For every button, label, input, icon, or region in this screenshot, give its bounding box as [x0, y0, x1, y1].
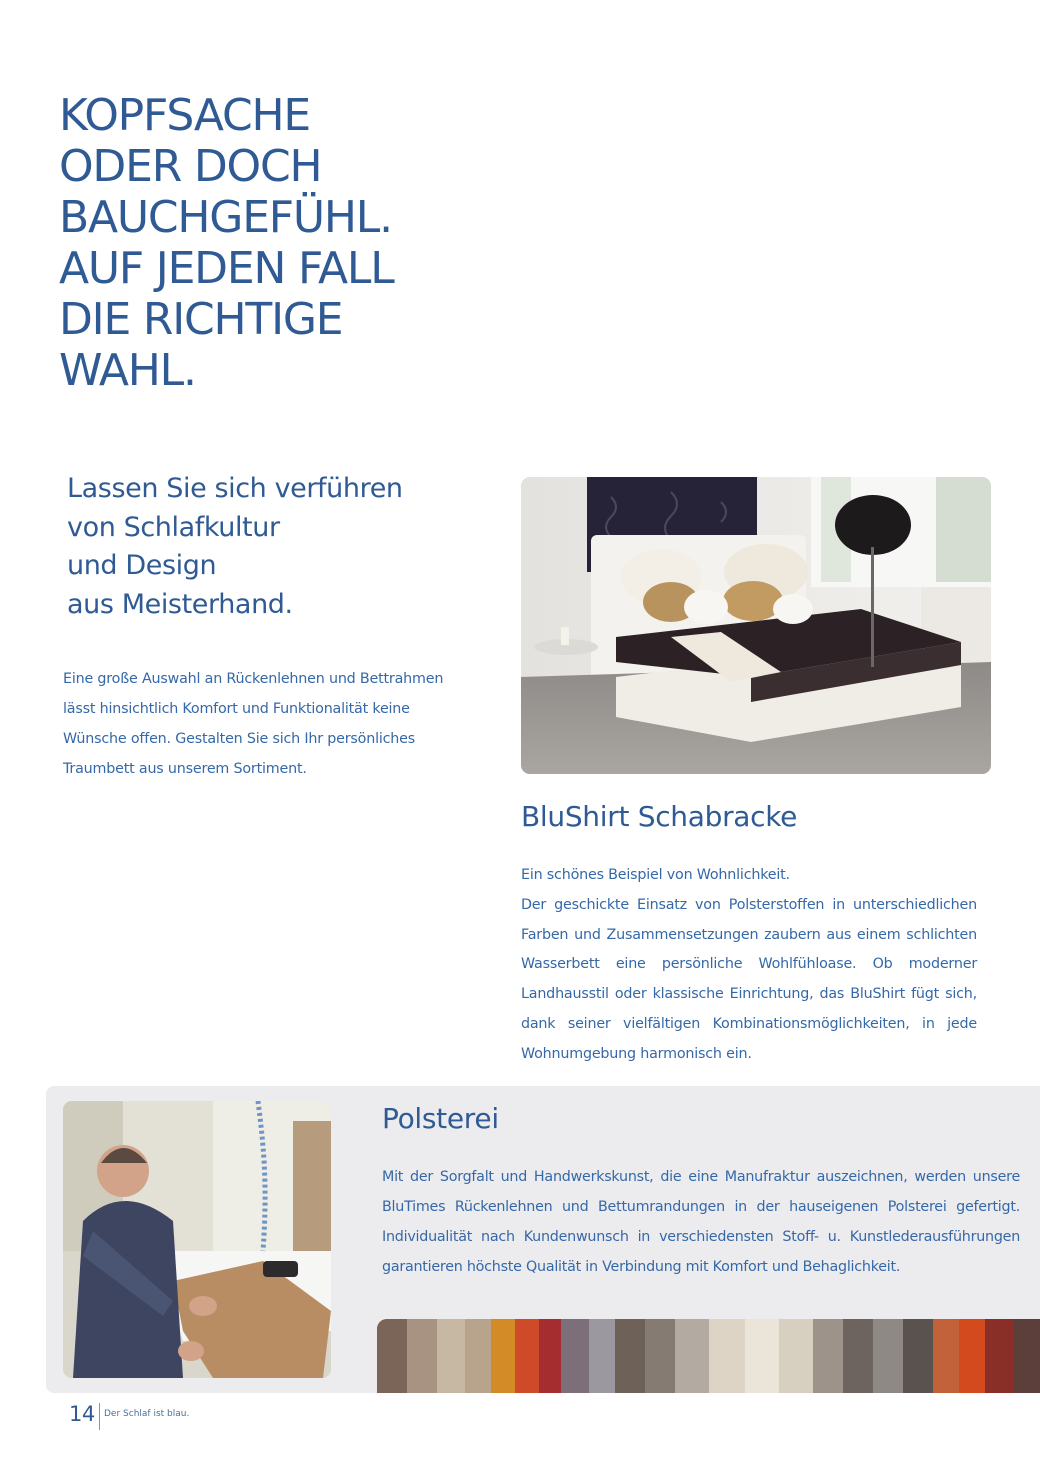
blushirt-text [521, 861, 977, 1070]
upholsterer-photo-illustration [63, 1101, 331, 1378]
blushirt-text-intro: Ein schönes Beispiel von Wohnlichkeit. [521, 867, 790, 883]
blushirt-text-body: Der geschickte Einsatz von Polsterstoffen in unterschiedlichen Farben und Zusammensetzungen zaubern aus einem schlichten Wasserbett eine persönliche Wohlfühloase. Ob moderner Landhausstil oder klassische Einrichtung, das BluShirt fügt sich, dank seiner vielfältigen Kombinationsmöglichkeiten, in jede Wohnumgebung harmonisch ein. [521, 896, 977, 1062]
subheadline [67, 470, 403, 624]
footer-tagline: Der Schlaf ist blau. [104, 1409, 190, 1419]
headline [59, 90, 394, 396]
subheadline-line: von Schlafkultur [67, 511, 280, 543]
subheadline-line: aus Meisterhand. [67, 588, 293, 620]
polsterei-title: Polsterei [382, 1102, 499, 1135]
polsterei-text: Mit der Sorgfalt und Handwerkskunst, die eine Manufraktur auszeichnen, werden unsere BluTimes Rückenlehnen und Bettumrandungen in der hauseigenen Polsterei gefertigt. Individualität nach Kundenwunsch in verschiedensten Stoff- u. Kunstlederausführungen garantieren höchste Qualität in Verbindung mit Komfort und Behaglichkeit. [382, 1169, 1020, 1275]
blushirt-title: BluShirt Schabracke [521, 800, 798, 833]
headline-line: AUF JEDEN FALL [59, 243, 394, 294]
bed-photo [521, 477, 991, 774]
subheadline-line: und Design [67, 550, 217, 581]
headline-line: KOPFSACHE [59, 90, 311, 141]
footer-divider [99, 1403, 100, 1430]
bed-photo-illustration [521, 477, 991, 774]
fabric-samples-photo [377, 1319, 1040, 1393]
headline-line: ODER DOCH [59, 141, 322, 192]
subheadline-line: Lassen Sie sich verführen [67, 473, 403, 504]
headline-line: WAHL. [59, 345, 196, 396]
headline-line: BAUCHGEFÜHL. [59, 192, 392, 243]
headline-line: DIE RICHTIGE [59, 294, 343, 345]
upholsterer-photo [63, 1101, 331, 1378]
intro-text: Eine große Auswahl an Rückenlehnen und Bettrahmen lässt hinsichtlich Komfort und Funktionalität keine Wünsche offen. Gestalten Sie sich Ihr persönliches Traumbett aus unserem Sortiment. [63, 671, 444, 777]
page-number: 14 [69, 1402, 95, 1426]
fabric-samples-illustration [377, 1319, 1040, 1393]
